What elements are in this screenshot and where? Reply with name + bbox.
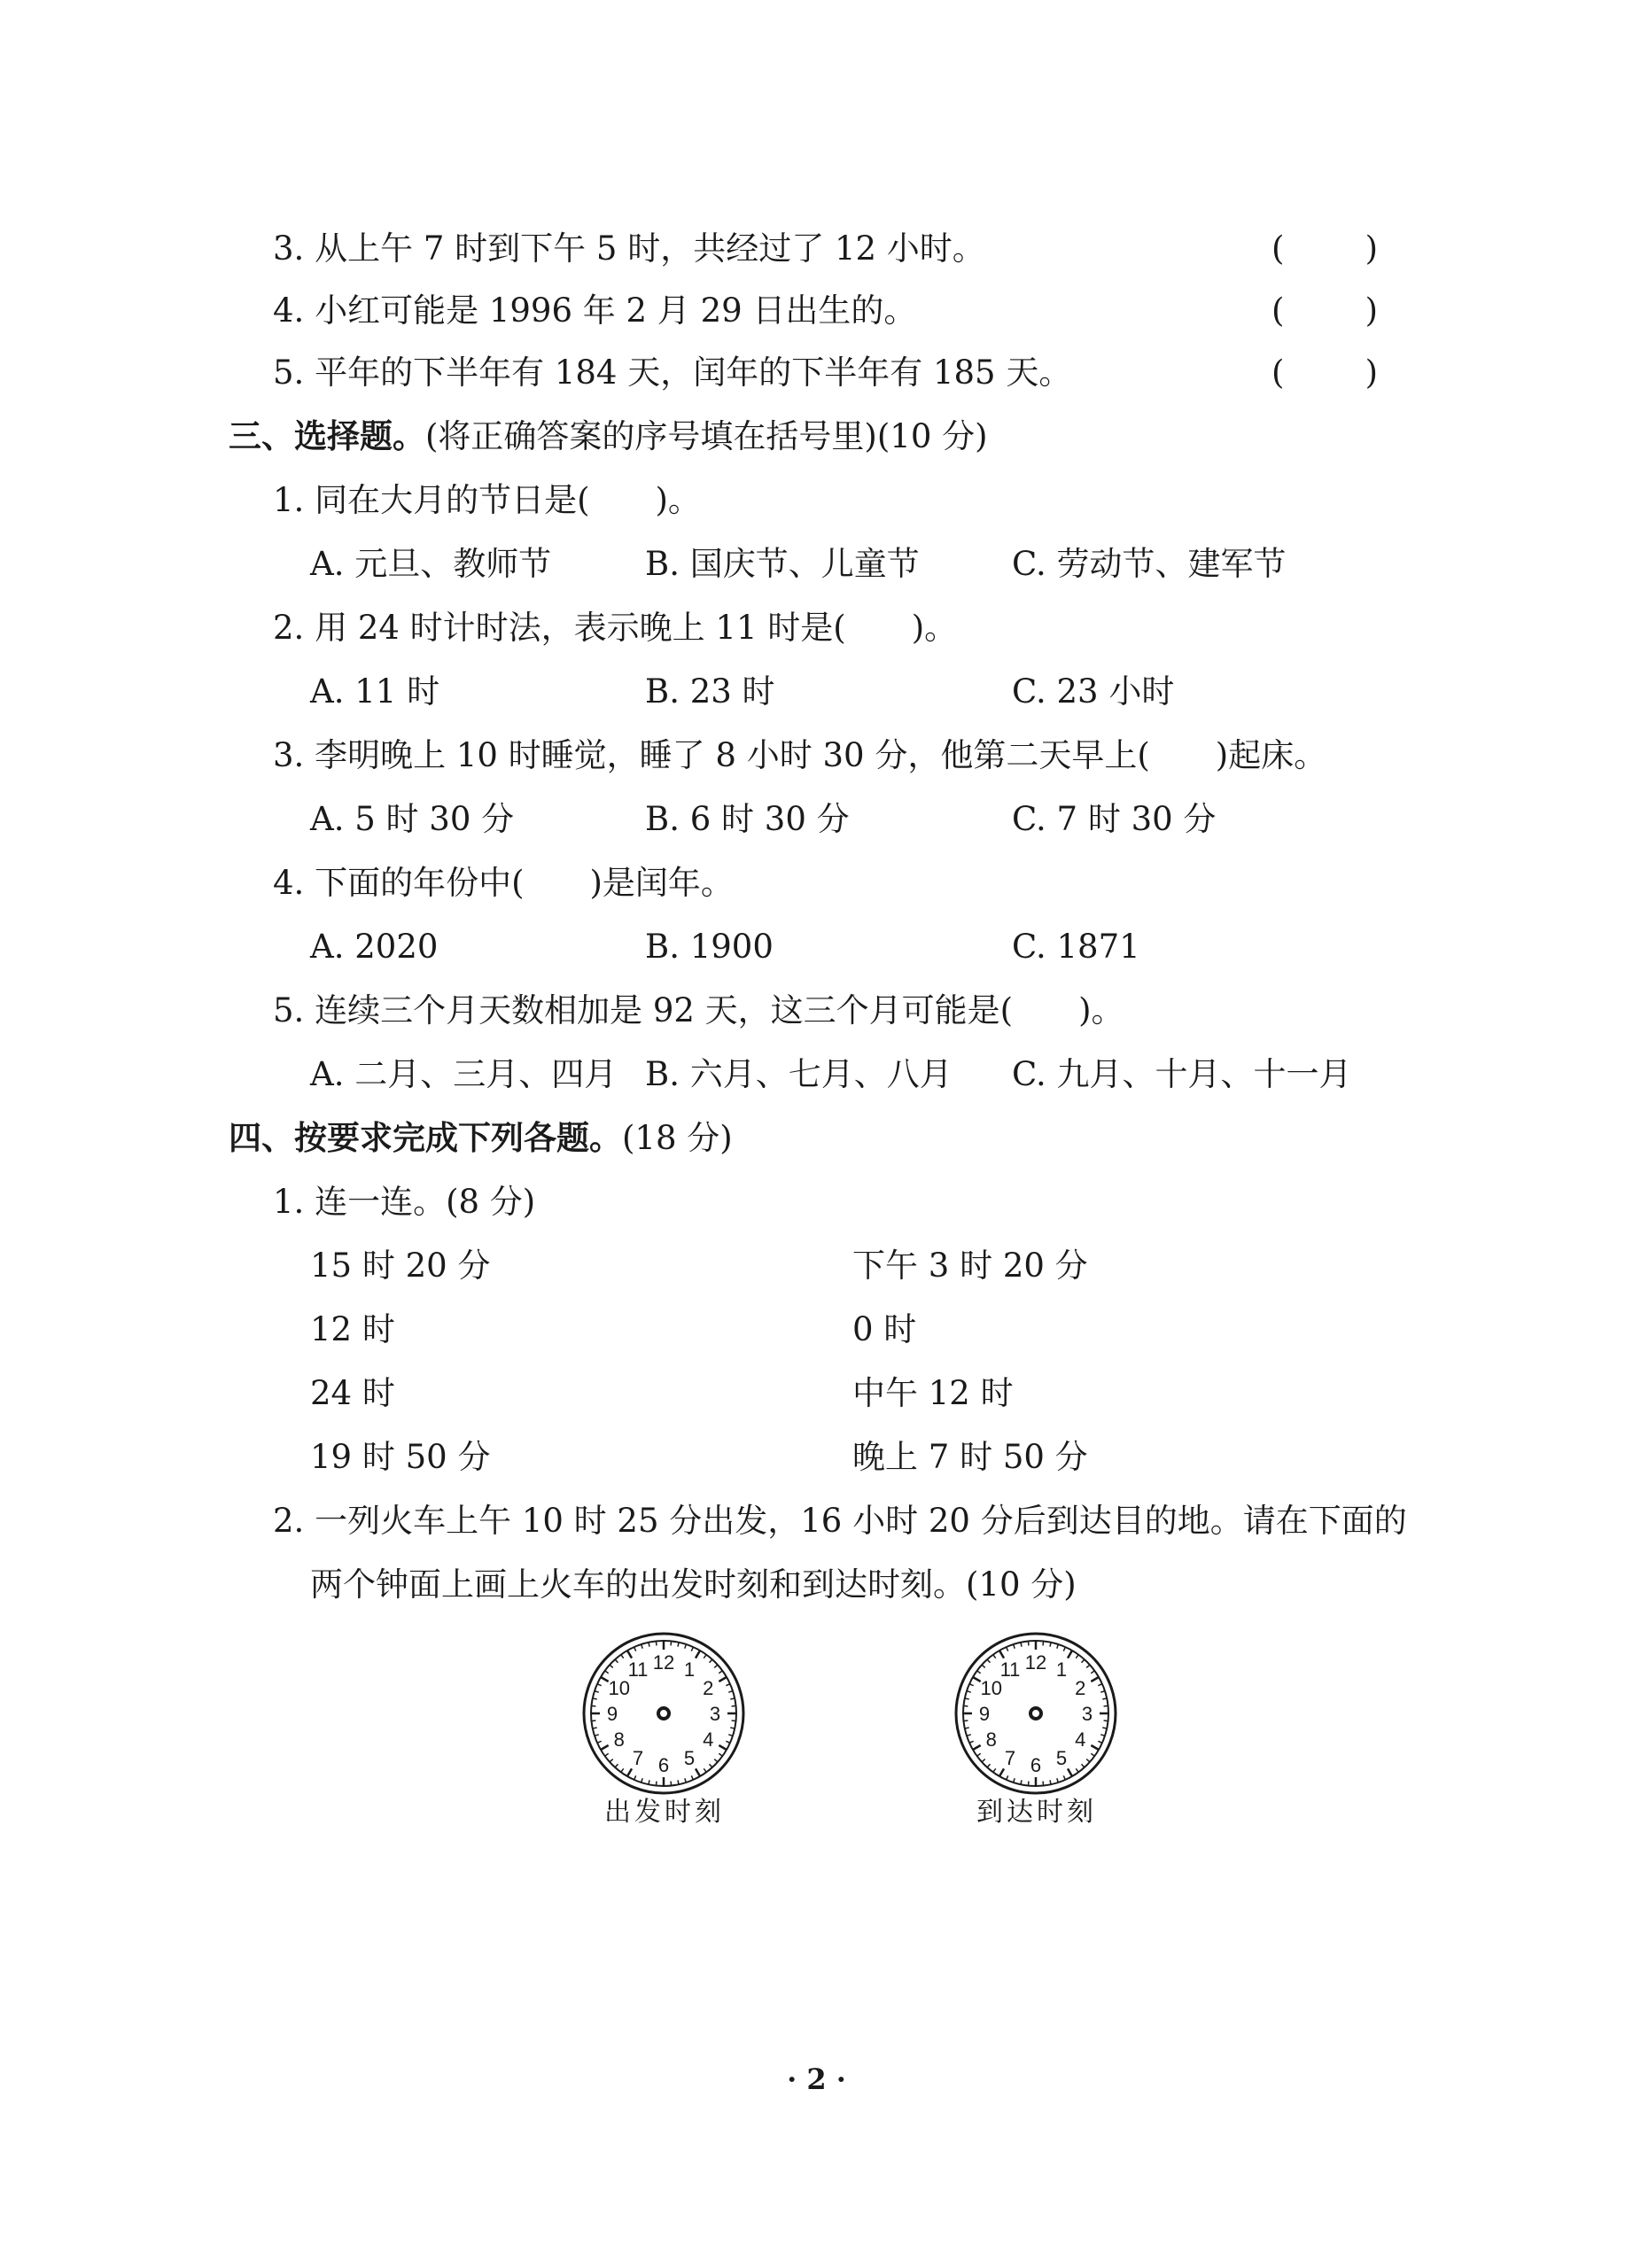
clock-tick	[627, 1768, 632, 1776]
clock-tick	[627, 1651, 632, 1658]
clock-tick	[656, 1782, 657, 1786]
page-number: · 2 ·	[787, 2062, 846, 2096]
clock-numeral: 1	[1055, 1658, 1068, 1681]
arrival-clock[interactable]	[953, 1630, 1119, 1797]
clock-tick	[642, 1778, 643, 1783]
clock-tick	[719, 1745, 727, 1750]
clock-tick	[605, 1671, 609, 1674]
clock-tick	[634, 1647, 636, 1651]
clock-tick	[1063, 1647, 1065, 1651]
choice-option-3a[interactable]: A. 5 时 30 分	[310, 800, 515, 838]
clock-tick	[977, 1671, 981, 1674]
clock-tick	[726, 1741, 730, 1743]
clock-tick	[671, 1641, 672, 1645]
clock-tick	[1104, 1705, 1108, 1706]
choice-question-5: 5. 连续三个月天数相加是 92 天，这三个月可能是( )。	[273, 991, 1124, 1029]
clock-tick	[704, 1655, 706, 1658]
clock-tick	[704, 1768, 706, 1772]
clock-tick	[591, 1720, 595, 1721]
clock-tick	[710, 1659, 712, 1663]
clock-tick	[1021, 1643, 1022, 1647]
clock-tick	[993, 1768, 996, 1772]
clock-tick	[1068, 1768, 1072, 1776]
choice-question-2: 2. 用 24 时计时法，表示晚上 11 时是( )。	[273, 609, 958, 647]
clock-tick	[1028, 1641, 1029, 1645]
match-left-4[interactable]: 19 时 50 分	[310, 1438, 491, 1476]
match-right-1[interactable]: 下午 3 时 20 分	[852, 1247, 1088, 1285]
choice-option-5c[interactable]: C. 九月、十月、十一月	[1012, 1055, 1352, 1093]
choice-option-4c[interactable]: C. 1871	[1012, 928, 1140, 966]
clock-tick	[597, 1741, 602, 1743]
departure-clock[interactable]	[580, 1630, 747, 1797]
clock-tick	[719, 1753, 722, 1756]
clock-tick	[591, 1705, 595, 1706]
clock-tick	[678, 1643, 679, 1647]
judge-item-3: 3. 从上午 7 时到下午 5 时，共经过了 12 小时。	[273, 229, 985, 268]
clock-numeral: 10	[608, 1677, 631, 1699]
train-question-line2: 两个钟面上画上火车的出发时刻和到达时刻。(10 分)	[310, 1565, 1077, 1604]
clock-tick	[595, 1735, 599, 1736]
choice-option-3c[interactable]: C. 7 时 30 分	[1012, 800, 1217, 838]
clock-tick	[973, 1677, 981, 1682]
clock-numeral: 2	[1075, 1677, 1086, 1699]
match-right-2[interactable]: 0 时	[852, 1310, 917, 1348]
match-left-3[interactable]: 24 时	[310, 1374, 395, 1412]
clock-numeral: 12	[652, 1651, 675, 1674]
clock-numeral: 7	[632, 1747, 644, 1770]
clock-tick	[1082, 1764, 1085, 1767]
clock-tick	[696, 1651, 700, 1658]
clock-center-pin	[1030, 1708, 1041, 1719]
departure-clock-caption: 出发时刻	[604, 1797, 725, 1828]
section-title-tasks: 四、按要求完成下列各题。(18 分)	[229, 1119, 733, 1157]
clock-tick	[1091, 1753, 1094, 1756]
choice-option-1c[interactable]: C. 劳动节、建军节	[1012, 545, 1287, 583]
clock-tick	[642, 1644, 643, 1649]
clock-tick	[999, 1768, 1004, 1776]
clock-tick	[710, 1764, 712, 1767]
clock-tick	[1007, 1775, 1008, 1780]
choice-option-1b[interactable]: B. 国庆节、儿童节	[645, 545, 920, 583]
clock-tick	[1050, 1780, 1051, 1784]
clock-tick	[967, 1735, 971, 1736]
clock-numeral: 1	[683, 1658, 696, 1681]
choice-option-3b[interactable]: B. 6 时 30 分	[645, 800, 850, 838]
clock-tick	[1050, 1643, 1051, 1647]
clock-numeral: 4	[703, 1728, 714, 1751]
choice-option-4b[interactable]: B. 1900	[645, 928, 774, 966]
clock-tick	[1057, 1644, 1059, 1649]
clock-tick	[1014, 1778, 1015, 1783]
clock-tick	[1057, 1778, 1059, 1783]
clock-tick	[610, 1759, 613, 1762]
clock-numeral: 6	[1030, 1754, 1042, 1776]
judge-item-4: 4. 小红可能是 1996 年 2 月 29 日出生的。	[273, 291, 917, 330]
answer-paren-4[interactable]: ( )	[1271, 291, 1378, 330]
clock-tick	[1068, 1651, 1072, 1658]
clock-tick	[1104, 1720, 1108, 1721]
clock-tick	[973, 1745, 981, 1750]
clock-tick	[987, 1659, 990, 1663]
clock-numeral: 3	[1081, 1703, 1093, 1725]
clock-tick	[999, 1651, 1004, 1658]
answer-paren-3[interactable]: ( )	[1271, 229, 1378, 268]
choice-option-2c[interactable]: C. 23 小时	[1012, 672, 1175, 711]
clock-tick	[1043, 1782, 1044, 1786]
choice-option-2b[interactable]: B. 23 时	[645, 672, 775, 711]
clock-numeral: 11	[627, 1658, 649, 1681]
clock-tick	[621, 1655, 624, 1658]
clock-numeral: 10	[980, 1677, 1003, 1699]
clock-tick	[1091, 1671, 1094, 1674]
clock-tick	[965, 1698, 969, 1699]
clock-tick	[1102, 1698, 1107, 1699]
clock-tick	[597, 1684, 602, 1686]
choice-option-4a[interactable]: A. 2020	[310, 928, 439, 966]
clock-tick	[1076, 1655, 1078, 1658]
clock-tick	[714, 1759, 718, 1762]
clock-tick	[1043, 1641, 1044, 1645]
choice-option-5a[interactable]: A. 二月、三月、四月	[310, 1055, 618, 1093]
arrival-clock-caption: 到达时刻	[976, 1797, 1097, 1828]
clock-tick	[601, 1677, 609, 1682]
choice-question-3: 3. 李明晚上 10 时睡觉，睡了 8 小时 30 分，他第二天早上( )起床。	[273, 736, 1327, 774]
clock-tick	[1063, 1775, 1065, 1780]
clock-tick	[1076, 1768, 1078, 1772]
clock-numeral: 12	[1024, 1651, 1047, 1674]
clock-tick	[1091, 1677, 1099, 1682]
section-title-choice: 三、选择题。(将正确答案的序号填在括号里)(10 分)	[229, 417, 988, 455]
clock-tick	[671, 1782, 672, 1786]
clock-tick	[719, 1677, 727, 1682]
clock-tick	[1086, 1665, 1090, 1667]
clock-tick	[1086, 1759, 1090, 1762]
clock-tick	[1100, 1691, 1105, 1693]
clock-numeral: 2	[703, 1677, 714, 1699]
clock-numeral: 9	[978, 1703, 991, 1725]
choice-option-5b[interactable]: B. 六月、七月、八月	[645, 1055, 953, 1093]
clock-tick	[963, 1720, 968, 1721]
clock-tick	[696, 1768, 700, 1776]
clock-tick	[728, 1691, 733, 1693]
clock-numeral: 9	[606, 1703, 618, 1725]
clock-tick	[656, 1641, 657, 1645]
clock-numeral: 11	[999, 1658, 1021, 1681]
clock-tick	[691, 1647, 693, 1651]
clock-numeral: 8	[985, 1728, 997, 1751]
judge-item-5: 5. 平年的下半年有 184 天，闰年的下半年有 185 天。	[273, 353, 1072, 392]
clock-tick	[610, 1665, 613, 1667]
clock-tick	[685, 1778, 687, 1783]
clock-tick	[1091, 1745, 1099, 1750]
match-left-2[interactable]: 12 时	[310, 1310, 395, 1348]
clock-numeral: 5	[1055, 1747, 1068, 1770]
clock-center-pin	[658, 1708, 669, 1719]
clock-tick	[982, 1665, 985, 1667]
clock-tick	[732, 1720, 736, 1721]
clock-numeral: 4	[1075, 1728, 1086, 1751]
clock-tick	[1098, 1684, 1102, 1686]
clock-tick	[621, 1768, 624, 1772]
clock-tick	[1028, 1782, 1029, 1786]
clock-tick	[987, 1764, 990, 1767]
clock-tick	[969, 1684, 974, 1686]
clock-tick	[967, 1691, 971, 1693]
clock-tick	[691, 1775, 693, 1780]
train-question-line1: 2. 一列火车上午 10 时 25 分出发，16 小时 20 分后到达目的地。请在下面的	[273, 1502, 1407, 1540]
clock-numeral: 6	[657, 1754, 670, 1776]
match-title: 1. 连一连。(8 分)	[273, 1183, 536, 1221]
clock-tick	[1100, 1735, 1105, 1736]
clock-tick	[732, 1705, 736, 1706]
clock-tick	[969, 1741, 974, 1743]
clock-tick	[605, 1753, 609, 1756]
clock-tick	[1007, 1647, 1008, 1651]
choice-question-4: 4. 下面的年份中( )是闰年。	[273, 864, 734, 902]
clock-tick	[726, 1684, 730, 1686]
clock-numeral: 7	[1004, 1747, 1016, 1770]
clock-tick	[678, 1780, 679, 1784]
clock-tick	[730, 1698, 735, 1699]
clock-numeral: 5	[683, 1747, 696, 1770]
clock-tick	[634, 1775, 636, 1780]
clock-tick	[728, 1735, 733, 1736]
match-right-4[interactable]: 晚上 7 时 50 分	[852, 1438, 1088, 1476]
clock-tick	[601, 1745, 609, 1750]
choice-question-1: 1. 同在大月的节日是( )。	[273, 481, 701, 519]
clock-tick	[982, 1759, 985, 1762]
clock-tick	[615, 1764, 618, 1767]
clock-numeral: 3	[709, 1703, 721, 1725]
clock-tick	[1098, 1741, 1102, 1743]
clock-tick	[615, 1659, 618, 1663]
clock-tick	[685, 1644, 687, 1649]
clock-tick	[719, 1671, 722, 1674]
clock-numeral: 8	[613, 1728, 625, 1751]
clock-tick	[1082, 1659, 1085, 1663]
clock-tick	[963, 1705, 968, 1706]
clock-tick	[595, 1691, 599, 1693]
clock-tick	[714, 1665, 718, 1667]
match-right-3[interactable]: 中午 12 时	[852, 1374, 1014, 1412]
clock-tick	[977, 1753, 981, 1756]
clock-tick	[1021, 1780, 1022, 1784]
choice-option-1a[interactable]: A. 元旦、教师节	[310, 545, 552, 583]
clock-tick	[993, 1655, 996, 1658]
clock-tick	[1014, 1644, 1015, 1649]
clock-tick	[593, 1698, 597, 1699]
answer-paren-5[interactable]: ( )	[1271, 353, 1378, 392]
match-left-1[interactable]: 15 时 20 分	[310, 1247, 491, 1285]
choice-option-2a[interactable]: A. 11 时	[310, 672, 440, 711]
